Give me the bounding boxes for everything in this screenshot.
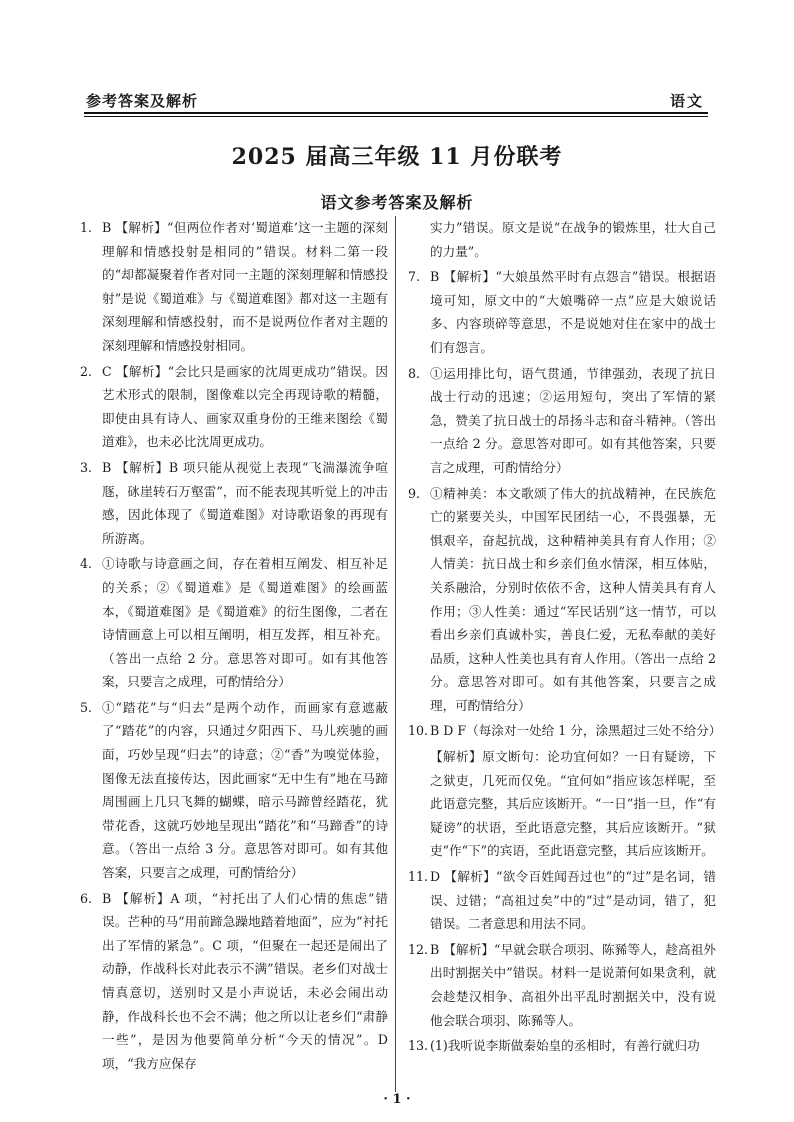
answer-number: 10. <box>408 723 429 739</box>
answer-item <box>80 216 388 358</box>
answer-text: ①诗歌与诗意画之间，存在着相互阐发、相互补足的关系；②《蜀道难》是《蜀道难图》的绘画蓝本，《蜀道难图》是《蜀道难》的衍生图像，二者在诗情画意上可以相互阐明，相互发挥，相互补充。（答出一点给 2 分。意思答对即可。如有其他答案，只要言之成理，可酌情给分） <box>102 556 388 690</box>
answer-number: 13. <box>408 1038 429 1054</box>
page-number: · 1 · <box>383 1092 411 1107</box>
answer-text: 【解析】原文断句：论功宜何如？一日有疑谤，下之狱吏，几死而仅免。“宜何如”指应该怎样呢，至此语意完整，其后应该断开。“一日”指一旦，作“有疑谤”的状语，至此语意完整，其后应该断开。“狱吏”作“下”的宾语，至此语意完整，其后应该断开。 <box>430 749 716 859</box>
answer-item <box>408 865 716 936</box>
answer-text: C 【解析】“会比只是画家的沈周更成功”错误。因艺术形式的限制，图像难以完全再现诗歌的精髓，即使由具有诗人、画家双重身份的王维来图绘《蜀道难》，也未必比沈周更成功。 <box>102 363 388 450</box>
answer-text: ①运用排比句，语气贯通，节律强劲，表现了抗日战士行动的迅速；②运用短句，突出了军情的紧急，赞美了抗日战士的昂扬斗志和奋斗精神。（答出一点给 2 分。意思答对即可。如有其他答案，只要言之成理，可酌情给分） <box>430 365 716 475</box>
answer-text: D 【解析】“欲令百姓闻吾过也”的“过”是名词，错误、过错；“高祖过矣”中的“过”是动词，错了，犯错误。二者意思和用法不同。 <box>430 869 716 932</box>
answer-number: 6. <box>80 890 93 906</box>
answer-item <box>408 745 716 863</box>
answer-number: 2. <box>80 363 93 379</box>
answer-number: 5. <box>80 699 93 715</box>
answer-number: 9. <box>408 485 421 501</box>
answer-text: B 【解析】B 项只能从视觉上表现“飞湍瀑流争喧豗，砯崖转石万壑雷”，而不能表现其听觉上的冲击感，因此体现了《蜀道难图》对诗歌语象的再现有所游离。 <box>102 459 388 546</box>
left-column <box>80 216 388 1077</box>
answer-text: B 【解析】A 项，“衬托出了人们心情的焦虑”错误。芒种的马“用前蹄急躁地踏着地面”，应为“衬托出了军情的紧急”。C 项，“但聚在一起还是闹出了动静，作战科长对此表示不满”错误。老乡们对战士情真意切，送别时又是小声说话，未必会闹出动静，作战科长也不会不满；他之所以让老乡们“肃静一些”，是因为他要简单分析“今天的情况”。D 项，“我方应保存 <box>102 890 388 1071</box>
answer-item <box>408 719 722 743</box>
answer-number: 8. <box>408 365 421 381</box>
answer-item <box>80 887 388 1076</box>
answer-item <box>80 552 388 694</box>
page-title: 2025 届高三年级 11 月份联考 <box>231 144 563 170</box>
answer-number: 4. <box>80 556 93 572</box>
answer-text: (1)我听说李斯做秦始皇的丞相时，有善行就归功 <box>430 1038 700 1054</box>
answer-text: B 【解析】“早就会联合项羽、陈豨等人，趁高祖外出时割据关中”错误。材料一是说萧何如果贪利，就会趁楚汉相争、高祖外出平乱时割据关中，没有说他会联合项羽、陈豨等人。 <box>430 941 716 1028</box>
answer-number: 7. <box>408 269 421 285</box>
column-divider <box>395 216 396 1092</box>
answer-item <box>408 362 716 480</box>
answer-text: 实力”错误。原文是说“在战争的锻炼里，壮大自己的力量”。 <box>430 220 716 259</box>
answer-item <box>408 216 716 263</box>
answer-number: 3. <box>80 459 93 475</box>
answer-text: B D F（每涂对一处给 1 分，涂黑超过三处不给分） <box>430 723 722 739</box>
page-subtitle: 语文参考答案及解析 <box>320 193 474 212</box>
answer-item <box>80 360 388 454</box>
answer-text: B 【解析】“但两位作者对‘蜀道难’这一主题的深刻理解和情感投射是相同的”错误。材料二第一段的“却都凝聚着作者对同一主题的深刻理解和情感投射”是说《蜀道难》与《蜀道难图》都对这一主题有深刻理解和情感投射，而不是说两位作者对主题的深刻理解和情感投射相同。 <box>102 220 388 353</box>
header-rule-thin <box>84 116 708 117</box>
answer-number: 12. <box>408 941 429 957</box>
answer-item <box>80 456 388 550</box>
answer-item <box>408 1034 716 1058</box>
answer-item <box>408 265 716 359</box>
header-subject: 语文 <box>669 92 704 110</box>
answer-item <box>80 696 388 885</box>
header-label: 参考答案及解析 <box>86 92 199 110</box>
answer-number: 11. <box>408 869 429 885</box>
header-rule <box>84 112 708 114</box>
answer-item <box>408 938 716 1032</box>
answer-text: ①精神美：本文歌颂了伟大的抗战精神，在民族危亡的紧要关头，中国军民团结一心，不畏强暴，无惧艰辛，奋起抗战，这种精神美具有育人作用；②人情美：抗日战士和乡亲们鱼水情深，相互体贴，关系融洽，分别时依依不舍，这种人情美具有育人作用；③人性美：通过“军民话别”这一情节，可以看出乡亲们真诚朴实，善良仁爱，无私奉献的美好品质，这种人性美也具有育人作用。（答出一点给 2 分。意思答对即可。如有其他答案，只要言之成理，可酌情给分） <box>430 485 716 713</box>
answer-number: 1. <box>80 220 93 235</box>
answer-text: ①“踏花”与“归去”是两个动作，而画家有意遮蔽了“踏花”的内容，只通过夕阳西下、马儿疾驰的画面，巧妙呈现“归去”的诗意；②“香”为嗅觉体验，图像无法直接传达，因此画家“无中生有”地在马蹄周围画上几只飞舞的蝴蝶，暗示马蹄曾经踏花，犹带花香，这就巧妙地呈现出“踏花”和“马蹄香”的诗意。（答出一点给 3 分。意思答对即可。如有其他答案，只要言之成理，可酌情给分） <box>102 699 388 881</box>
answer-item <box>408 482 716 718</box>
answer-text: B 【解析】“大娘虽然平时有点怨言”错误。根据语境可知，原文中的“大娘嘴碎一点”应是大娘说话多、内容琐碎等意思，不是说她对住在家中的战士们有怨言。 <box>430 269 716 355</box>
right-column <box>408 216 722 1060</box>
